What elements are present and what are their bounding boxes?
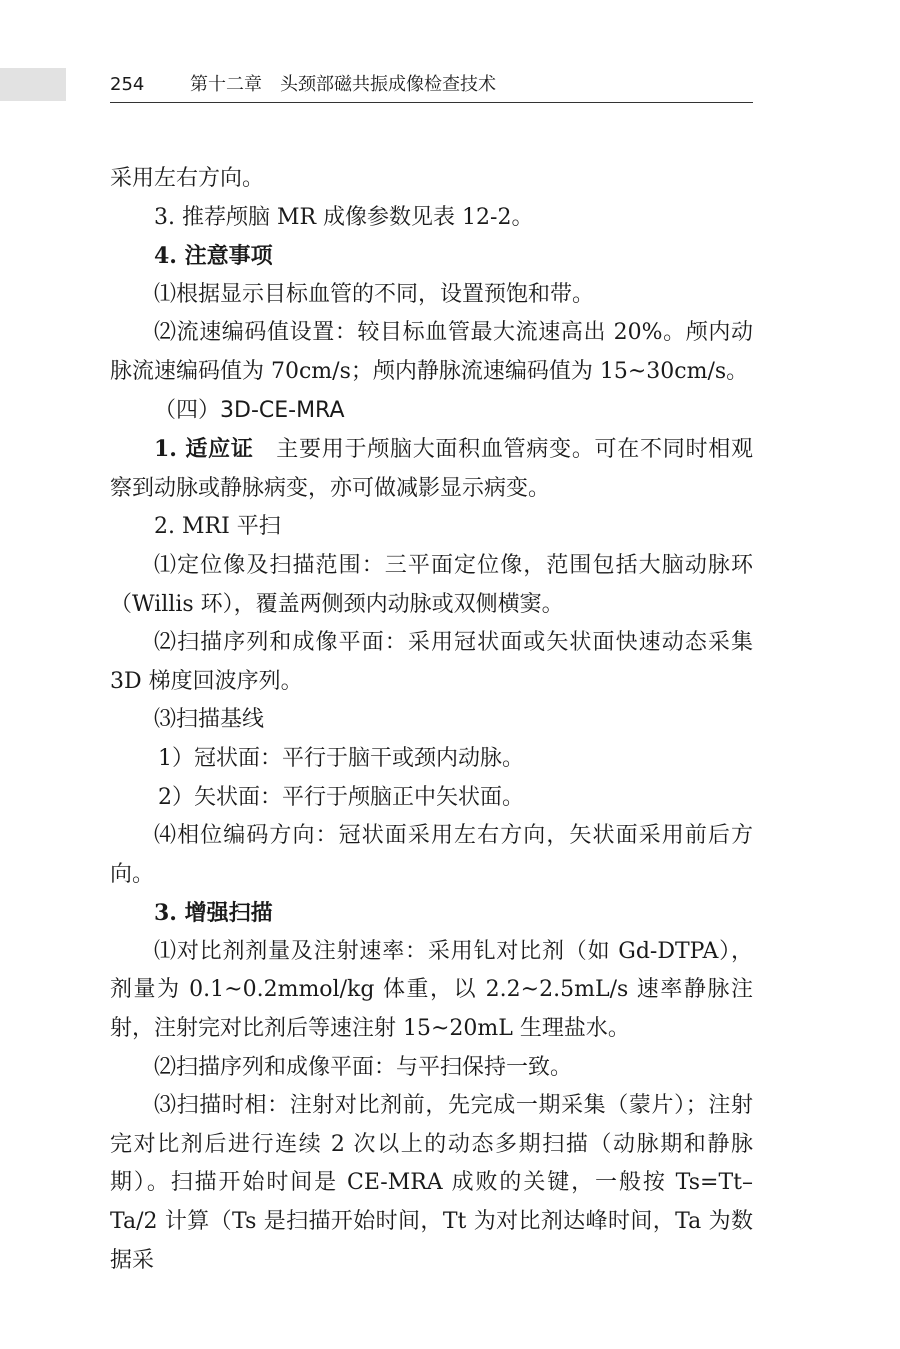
section-heading: 3. 增强扫描	[154, 900, 273, 927]
paragraph: ⑶扫描基线	[154, 707, 265, 733]
paragraph: ⑵扫描序列和成像平面：采用冠状面或矢状面快速动态采集 3D 梯度回波序列。	[110, 630, 753, 694]
paragraph: ⑴根据显示目标血管的不同，设置预饱和带。	[154, 281, 595, 307]
paragraph: ⑴对比剂剂量及注射速率：采用钆对比剂（如 Gd-DTPA），剂量为 0.1~0.2mmol/kg 体重，以 2.2~2.5mL/s 速率静脉注射，注射完对比剂后等速注射 15~20mL 生理盐水。	[110, 938, 753, 1042]
paragraph: ⑶扫描时相：注射对比剂前，先完成一期采集（蒙片）；注射完对比剂后进行连续 2 次以上的动态多期扫描（动脉期和静脉期）。扫描开始时间是 CE-MRA 成败的关键，一般按 Ts=Tt–Ta/2 计算（Ts 是扫描开始时间，Tt 为对比剂达峰时间，Ta 为数据采	[110, 1093, 753, 1273]
paragraph: 1）冠状面：平行于脑干或颈内动脉。	[158, 745, 524, 771]
chapter-title: 第十二章 头颈部磁共振成像检查技术	[190, 74, 496, 95]
running-header	[110, 70, 753, 100]
paragraph	[110, 430, 753, 508]
section-heading: 2. MRI 平扫	[154, 514, 281, 540]
paragraph: ⑴定位像及扫描范围：三平面定位像，范围包括大脑动脉环（Willis 环），覆盖两侧颈内动脉或双侧横窦。	[110, 552, 753, 617]
paragraph: 2）矢状面：平行于颅脑正中矢状面。	[158, 784, 524, 810]
inline-heading: 1. 适应证	[154, 436, 254, 463]
body-text	[110, 160, 753, 1280]
section-heading: （四）3D-CE-MRA	[154, 397, 345, 423]
paragraph: ⑵扫描序列和成像平面：与平扫保持一致。	[154, 1054, 573, 1080]
paragraph: 采用左右方向。	[110, 166, 265, 191]
paragraph: 3. 推荐颅脑 MR 成像参数见表 12-2。	[154, 204, 534, 230]
paragraph: ⑷相位编码方向：冠状面采用左右方向，矢状面采用前后方向。	[110, 823, 753, 887]
page-edge-tab	[0, 68, 66, 101]
page-number: 254	[110, 74, 145, 95]
inline-text: 主要用于颅脑大面积血管病变。可在不同时相观察到动脉或静脉病变，亦可做减影显示病变。	[110, 437, 753, 501]
section-heading: 4. 注意事项	[154, 243, 273, 270]
paragraph: ⑵流速编码值设置：较目标血管最大流速高出 20%。颅内动脉流速编码值为 70cm/s；颅内静脉流速编码值为 15~30cm/s。	[110, 320, 753, 384]
header-rule	[110, 102, 753, 103]
